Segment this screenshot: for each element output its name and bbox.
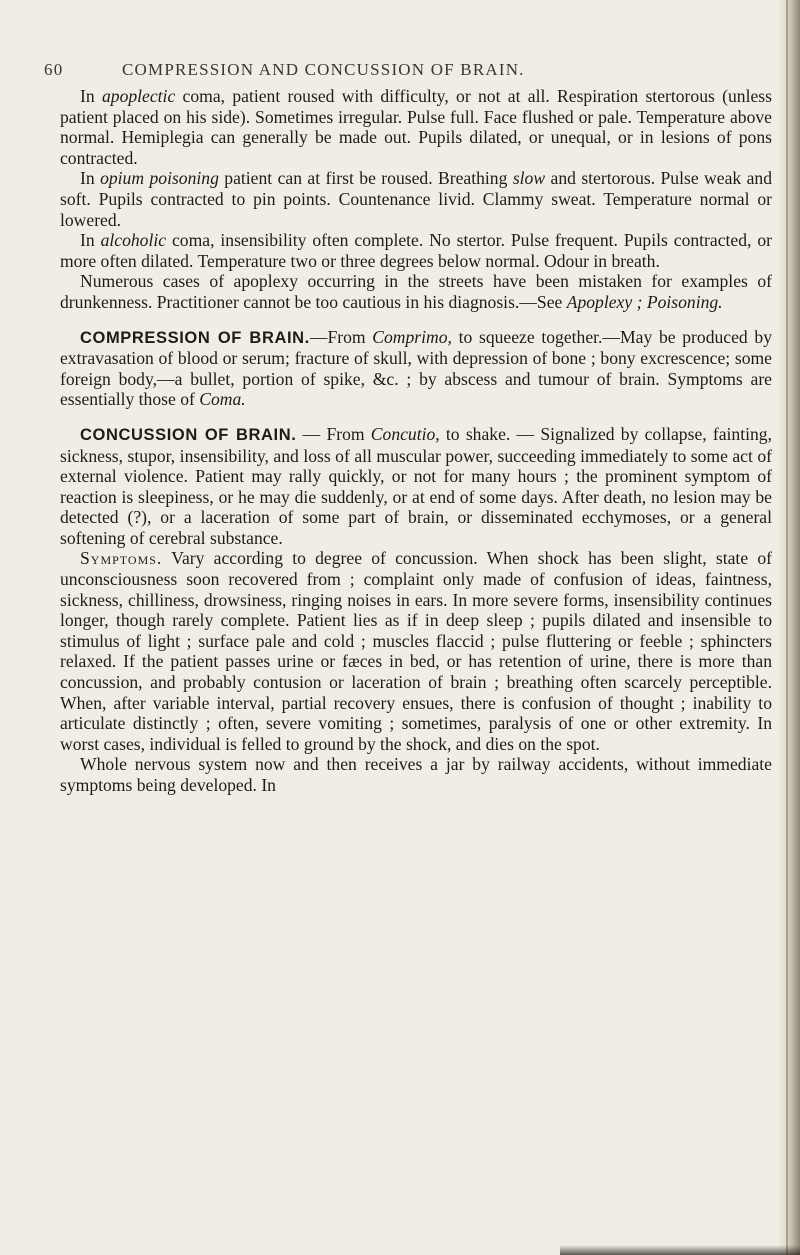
text-run: and stertorous. Pulse weak and soft. Pupils contracted to pin points. Countenance livid. Clammy sweat. Temperature normal or lowered. [60, 168, 772, 230]
term-opium-poisoning: opium poisoning [100, 168, 219, 189]
text-run: to shake. — Signalized by collapse, fainting, sickness, stupor, insensibility, and loss of all muscular power, succeeding immediately to some act of external violence. Patient may rally quickly, or not for many hours ; the prominent symptom of reaction is sleepiness, or he may die suddenly, or at end of some days. After death, no lesion may be detected (?), or a laceration of some part of brain, or disseminated ecchymoses, or a general softening of cerebral substance. [60, 423, 772, 548]
term-concutio: Concutio, [370, 423, 440, 444]
paragraph-alcoholic-coma [60, 230, 772, 271]
heading-compression: COMPRESSION OF BRAIN. [80, 328, 310, 347]
text-run: In [80, 230, 101, 251]
text-run: Vary according to degree of concussion. When shock has been slight, state of unconsciousness soon recovered from ; complaint only made of confusion of ideas, faintness, sickness, chilliness, drowsiness, ringing noises in ears. In more severe forms, insensibility continues longer, though rarely complete. Patient lies as if in deep sleep ; pupils dilated and insensible to stimulus of light ; surface pale and cold ; muscles flaccid ; pulse fluttering or feeble ; sphincters relaxed. If the patient passes urine or fæces in bed, or has retention of urine, there is more than concussion, and probably contusion or laceration of brain ; breathing often scarcely perceptible. When, after variable interval, partial recovery ensues, there is confusion of thought ; inability to articulate distinctly ; often, severe vomiting ; sometimes, paralysis of one or other extremity. In worst cases, individual is felled to ground by the shock, and dies on the spot. [60, 548, 772, 754]
text-run: coma, insensibility often complete. No stertor. Pulse frequent. Pupils contracted, or more often dilated. Temperature two or three degrees below normal. Odour in breath. [60, 230, 772, 271]
term-slow: slow [512, 168, 546, 189]
book-spine-edge [778, 0, 800, 1255]
text-run: Whole nervous system now and then receives a jar by railway accidents, without immediate symptoms being developed. In [60, 754, 772, 795]
paragraph-diagnosis-warning [60, 271, 772, 312]
text-run: In [80, 168, 101, 189]
running-header [44, 60, 764, 80]
page-corner-shadow [560, 1245, 800, 1255]
symptoms-label: Symptoms. [80, 548, 163, 569]
paragraph-opium-poisoning [60, 168, 772, 230]
paragraph-apoplectic-coma [60, 86, 772, 168]
paragraph-compression [60, 327, 772, 410]
text-run: coma, patient roused with difficulty, or not at all. Respiration stertorous (unless patient placed on his side). Sometimes irregular. Pulse full. Face flushed or pale. Temperature above normal. Hemiplegia can generally be made out. Pupils dilated, or unequal, or in lesions of pons contracted. [60, 86, 772, 168]
page-number: 60 [44, 60, 64, 79]
text-run: patient can at first be roused. Breathing [218, 168, 513, 189]
binding-line [786, 0, 788, 1255]
running-title: COMPRESSION AND CONCUSSION OF BRAIN. [122, 60, 525, 79]
text-run: In [80, 86, 102, 106]
term-comprimo: Comprimo, [372, 326, 452, 347]
paragraph-concussion [60, 424, 772, 549]
text-run: —From [309, 326, 373, 347]
text-run: Numerous cases of apoplexy occurring in the streets have been mistaken for examples of drunkenness. Practitioner cannot be too cautious in his diagnosis.—See [60, 271, 772, 312]
term-alcoholic: alcoholic [100, 230, 167, 251]
paragraph-nervous-system [60, 754, 772, 795]
cross-reference: Apoplexy ; Poisoning. [566, 291, 723, 312]
text-run: to squeeze together.—May be produced by extravasation of blood or serum; fracture of skull, with depression of bone ; bony excrescence; some foreign body,—a bullet, portion of spike, &c. ; by abscess and tumour of brain. Symptoms are essentially those of [60, 326, 772, 410]
body-text [60, 86, 772, 796]
text-run: — From [296, 423, 371, 444]
heading-concussion: CONCUSSION OF BRAIN. [80, 425, 297, 444]
term-apoplectic: apoplectic [101, 86, 176, 106]
cross-reference: Coma. [199, 389, 246, 410]
paragraph-symptoms [60, 548, 772, 754]
